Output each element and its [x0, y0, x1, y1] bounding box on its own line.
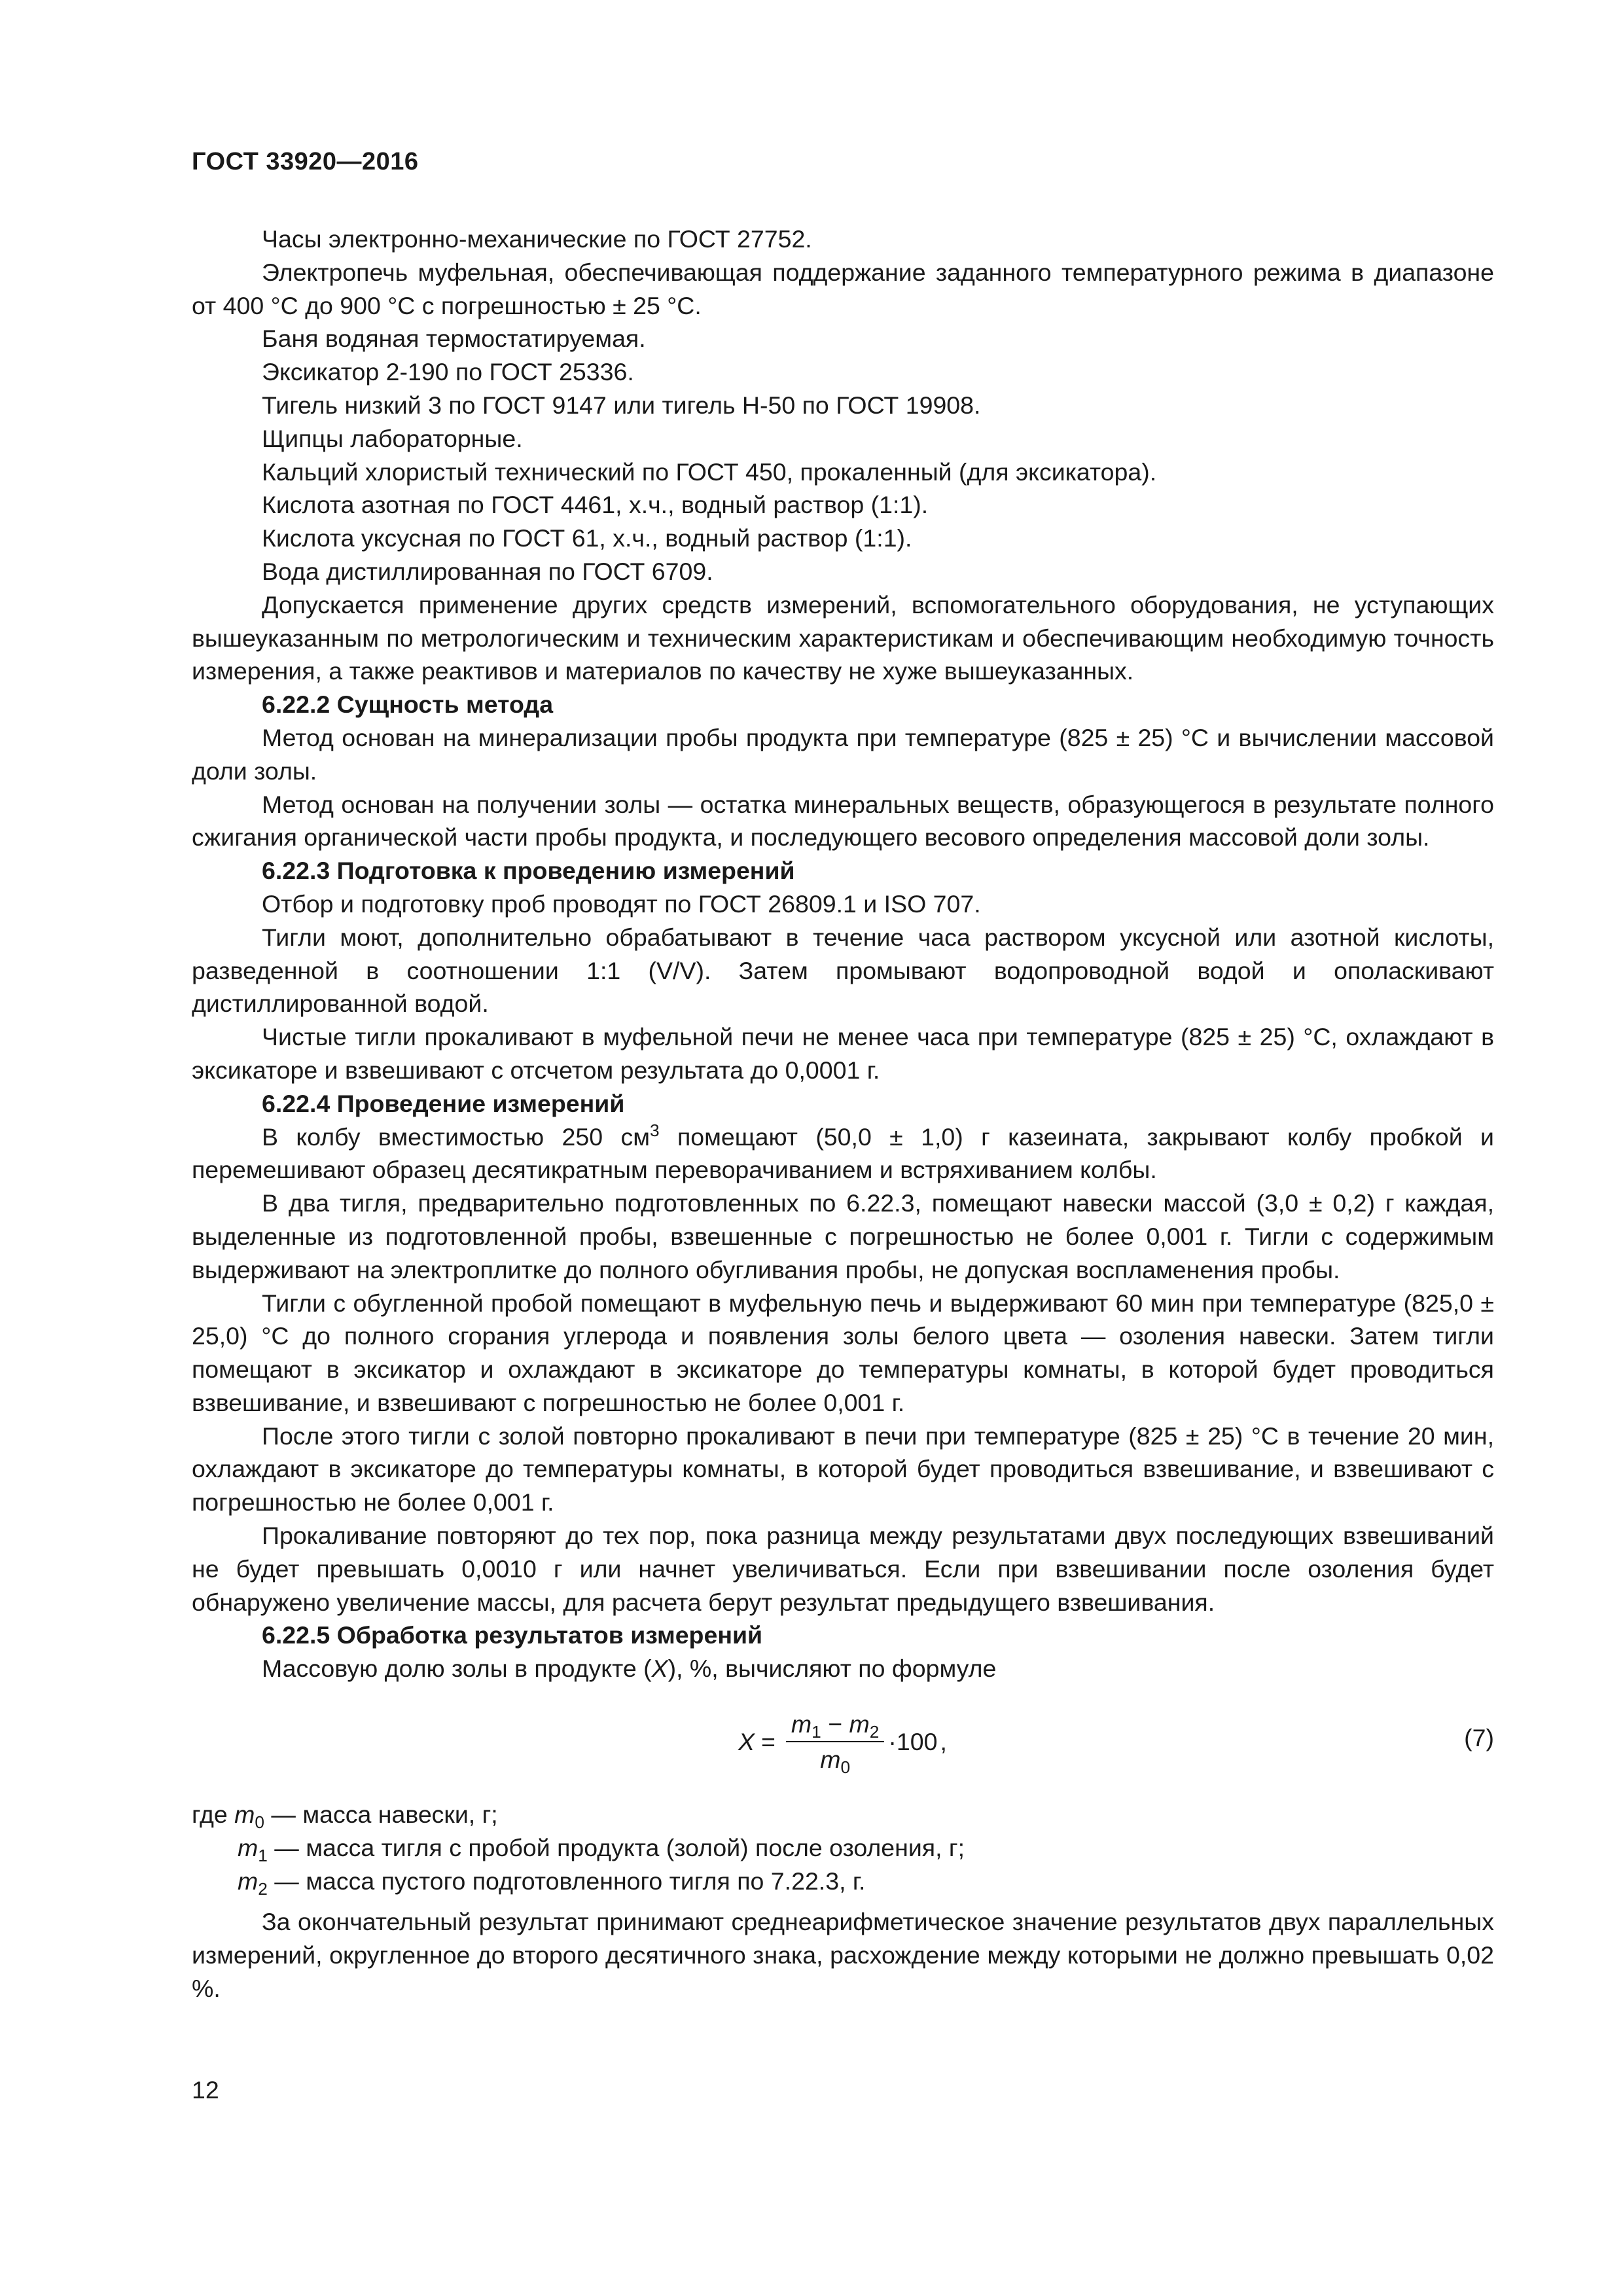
- var-m0: m: [820, 1746, 841, 1774]
- paragraph: Часы электронно-механические по ГОСТ 27752.: [262, 225, 812, 253]
- paragraph: В два тигля, предварительно подготовленных по 6.22.3, помещают навески массой (3,0 ± 0,2) г каждая, выделенные из подготовленной пробы, взвешенные с погрешностью не более 0,001 г. Тигли с содержимым выдерживают на электроплитке до полного обугливания пробы, не допуская воспламенения пробы.: [192, 1189, 1494, 1283]
- variable-x: X: [651, 1655, 668, 1683]
- legend-symbol: m: [234, 1801, 255, 1829]
- legend-symbol: m: [238, 1833, 259, 1861]
- formula-multiplier: ·100: [888, 1727, 938, 1755]
- section-heading: 6.22.5 Обработка результатов измерений: [262, 1621, 763, 1649]
- paragraph: Кислота азотная по ГОСТ 4461, х.ч., водный раствор (1:1).: [262, 491, 929, 519]
- formula-fraction: [786, 1707, 884, 1776]
- paragraph: Метод основан на получении золы — остатка минеральных веществ, образующегося в результате полного сжигания органической части пробы продукта, и последующего весового определения массовой доли золы.: [192, 790, 1494, 852]
- var-m2: m: [849, 1710, 870, 1738]
- section-heading: 6.22.3 Подготовка к проведению измерений: [262, 857, 795, 885]
- formula-number: (7): [1464, 1724, 1494, 1752]
- formula-denominator: [815, 1742, 855, 1776]
- legend-subscript: 2: [258, 1878, 268, 1899]
- legend-row: [192, 1831, 1494, 1865]
- paragraph: Кальций хлористый технический по ГОСТ 450, прокаленный (для эксикатора).: [262, 457, 1157, 486]
- paragraph: Тигель низкий 3 по ГОСТ 9147 или тигель Н-50 по ГОСТ 19908.: [262, 391, 981, 419]
- formula-lhs: X: [738, 1727, 755, 1755]
- paragraph: Кислота уксусная по ГОСТ 61, х.ч., водный раствор (1:1).: [262, 524, 912, 552]
- sub-2: 2: [869, 1722, 880, 1742]
- formula-block: [192, 1685, 1494, 1798]
- paragraph: Тигли с обугленной пробой помещают в муфельную печь и выдерживают 60 мин при температуре (825,0 ± 25,0) °С до полного сгорания углерода и появления золы белого цвета — озоления навески. Затем тигли помещают в эксикатор и охлаждают в эксикаторе до температуры комнаты, в которой будет проводиться взвешивание, и взвешивают с погрешностью не более 0,001 г.: [192, 1289, 1494, 1416]
- paragraph: Щипцы лабораторные.: [262, 424, 523, 452]
- paragraph: Чистые тигли прокаливают в муфельной печи не менее часа при температуре (825 ± 25) °С, охлаждают в эксикаторе и взвешивают с отсчетом результата до 0,0001 г.: [192, 1023, 1494, 1084]
- legend-prefix: где: [192, 1801, 235, 1829]
- sub-0: 0: [840, 1757, 851, 1778]
- legend-subscript: 1: [258, 1845, 268, 1865]
- section-heading: 6.22.2 Сущность метода: [262, 691, 554, 719]
- section-heading: 6.22.4 Проведение измерений: [262, 1089, 625, 1117]
- legend-description: — масса пустого подготовленного тигля по 7.22.3, г.: [267, 1867, 866, 1895]
- text-run: В колбу вместимостью 250 см: [262, 1122, 650, 1151]
- paragraph: [192, 1652, 1494, 1685]
- paragraph: Баня водяная термостатируемая.: [262, 325, 646, 353]
- legend-description: — масса навески, г;: [264, 1801, 498, 1829]
- paragraph: Эксикатор 2-190 по ГОСТ 25336.: [262, 358, 634, 386]
- minus-sign: −: [828, 1710, 843, 1738]
- formula-equals: =: [761, 1727, 776, 1755]
- legend-symbol: m: [238, 1867, 259, 1895]
- text-run: ), %, вычисляют по формуле: [668, 1655, 997, 1683]
- superscript: 3: [649, 1120, 660, 1140]
- paragraph: Тигли моют, дополнительно обрабатывают в течение часа раствором уксусной или азотной кислоты, разведенной в соотношении 1:1 (V/V). Затем промывают водопроводной водой и ополаскивают дистиллированной водой.: [192, 923, 1494, 1018]
- var-m1: m: [791, 1710, 812, 1738]
- paragraph: [192, 1121, 1494, 1187]
- text-run: Массовую долю золы в продукте (: [262, 1655, 652, 1683]
- paragraph: После этого тигли с золой повторно прокаливают в печи при температуре (825 ± 25) °С в течение 20 мин, охлаждают в эксикаторе до температуры комнаты, в которой будет проводиться взвешивание, и взвешивают с погрешностью не более 0,001 г.: [192, 1422, 1494, 1516]
- sub-1: 1: [812, 1722, 821, 1742]
- paragraph: Метод основан на минерализации пробы продукта при температуре (825 ± 25) °С и вычислении массовой доли золы.: [192, 723, 1494, 785]
- paragraph: Отбор и подготовку проб проводят по ГОСТ 26809.1 и ISO 707.: [262, 889, 981, 918]
- document-body: [192, 223, 1494, 2005]
- paragraph: За окончательный результат принимают среднеарифметическое значение результатов двух параллельных измерений, округленное до второго десятичного знака, расхождение между которыми не должно превышать 0,02 %.: [192, 1908, 1494, 2003]
- legend-subscript: 0: [255, 1812, 265, 1833]
- legend-description: — масса тигля с пробой продукта (золой) после озоления, г;: [267, 1833, 965, 1861]
- formula: [738, 1685, 947, 1798]
- text-run: помещают (50,0 ± 1,0) г казеината, закрывают колбу пробкой и перемешивают образец десятикратным переворачиванием и встряхиванием колбы.: [192, 1122, 1494, 1184]
- paragraph: Вода дистиллированная по ГОСТ 6709.: [262, 557, 713, 585]
- paragraph: Электропечь муфельная, обеспечивающая поддержание заданного температурного режима в диапазоне от 400 °С до 900 °С с погрешностью ± 25 °С.: [192, 258, 1494, 319]
- paragraph: Допускается применение других средств измерений, вспомогательного оборудования, не уступающих вышеуказанным по метрологическим и техническим характеристикам и обеспечивающим необходимую точность измерения, а также реактивов и материалов по качеству не хуже вышеуказанных.: [192, 590, 1494, 685]
- legend-row: [192, 1798, 1494, 1831]
- legend-row: [192, 1865, 1494, 1898]
- paragraph: Прокаливание повторяют до тех пор, пока разница между результатами двух последующих взвешиваний не будет превышать 0,0010 г или начнет увеличиваться. Если при взвешивании после озоления будет обнаружено увеличение массы, для расчета берут результат предыдущего взвешивания.: [192, 1522, 1494, 1616]
- document-header: ГОСТ 33920—2016: [192, 148, 419, 175]
- formula-comma: ,: [940, 1727, 947, 1755]
- formula-numerator: [786, 1707, 884, 1742]
- page-number: 12: [192, 2076, 219, 2104]
